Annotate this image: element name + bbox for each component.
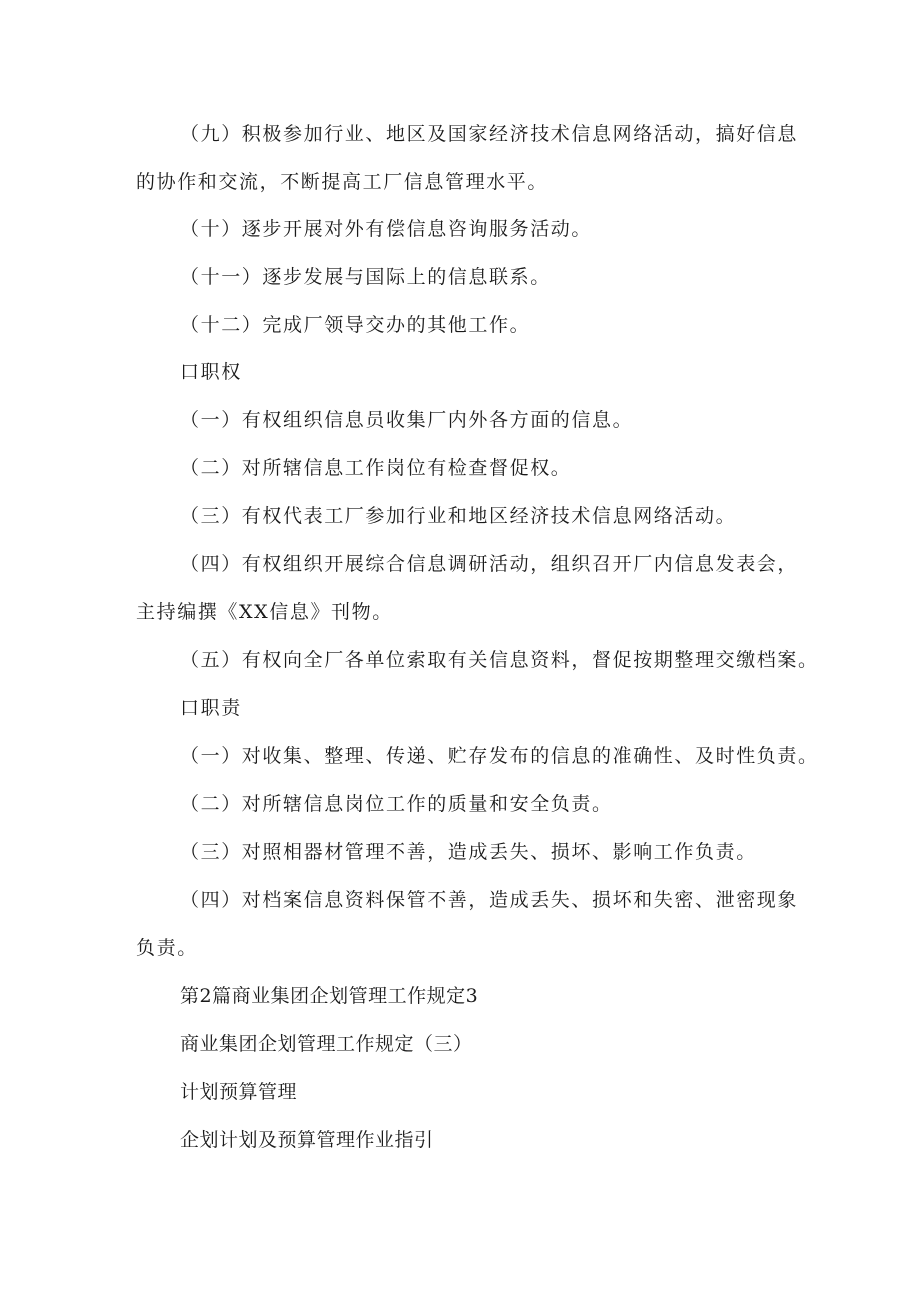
responsibility-item-4: （四）对档案信息资料保管不善，造成丢失、损坏和失密、泄密现象: [180, 889, 799, 911]
paragraph-item-12: （十二）完成厂领导交办的其他工作。: [180, 314, 531, 336]
authority-item-5: （五）有权向全厂各单位索取有关信息资料，督促按期整理交缴档案。: [180, 649, 819, 671]
section-title-budget: 计划预算管理: [180, 1081, 298, 1103]
section-heading-responsibility: 口职责: [180, 697, 242, 719]
chapter-title: 第2篇商业集团企划管理工作规定3: [180, 985, 479, 1007]
paragraph-item-9-continued: 的协作和交流，不断提高工厂信息管理水平。: [136, 171, 549, 193]
responsibility-item-4-continued: 负责。: [136, 937, 198, 959]
authority-item-4-continued: 主持编撰《XX信息》刊物。: [136, 601, 393, 623]
responsibility-item-3: （三）对照相器材管理不善，造成丢失、损坏、影响工作负责。: [180, 841, 757, 863]
document-title: 商业集团企划管理工作规定（三）: [180, 1033, 473, 1055]
subsection-title-guideline: 企划计划及预算管理作业指引: [180, 1129, 434, 1151]
paragraph-item-11: （十一）逐步发展与国际上的信息联系。: [180, 266, 551, 288]
responsibility-item-1: （一）对收集、整理、传递、贮存发布的信息的准确性、及时性负责。: [180, 745, 819, 767]
paragraph-item-10: （十）逐步开展对外有偿信息咨询服务活动。: [180, 218, 593, 240]
authority-item-1: （一）有权组织信息员收集厂内外各方面的信息。: [180, 409, 634, 431]
authority-item-3: （三）有权代表工厂参加行业和地区经济技术信息网络活动。: [180, 505, 737, 527]
paragraph-item-9: （九）积极参加行业、地区及国家经济技术信息网络活动，搞好信息: [180, 123, 799, 145]
section-heading-authority: 口职权: [180, 361, 242, 383]
authority-item-2: （二）对所辖信息工作岗位有检查督促权。: [180, 457, 572, 479]
authority-item-4: （四）有权组织开展综合信息调研活动，组织召开厂内信息发表会，: [180, 553, 799, 575]
responsibility-item-2: （二）对所辖信息岗位工作的质量和安全负责。: [180, 793, 613, 815]
